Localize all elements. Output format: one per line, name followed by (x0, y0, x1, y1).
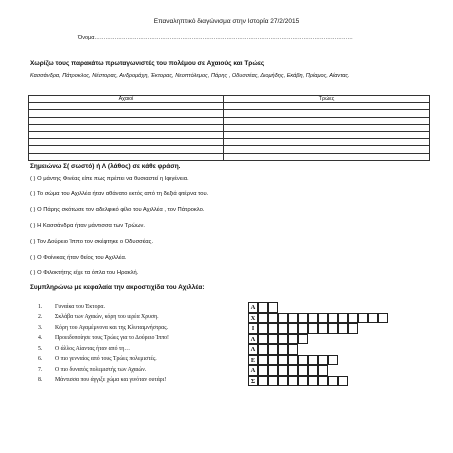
table-header-row (29, 96, 430, 103)
acrostic-answer-cell[interactable] (268, 334, 278, 345)
table-cell[interactable] (224, 103, 430, 110)
clue-number: 8. (38, 377, 43, 383)
table-row (29, 124, 430, 131)
table-row (29, 139, 430, 146)
table-row (29, 103, 430, 110)
table-cell[interactable] (29, 124, 224, 131)
acrostic-answer-cell[interactable] (308, 365, 318, 376)
acrostic-key-letter: Α (248, 302, 258, 313)
statement-item[interactable]: ( ) Η Κασσάνδρα ήταν μάντισσα των Τρώων. (30, 223, 146, 229)
acrostic-key-letter: Σ (248, 376, 258, 387)
acrostic-answer-cell[interactable] (258, 313, 268, 324)
table-cell[interactable] (224, 110, 430, 117)
name-line[interactable]: Όνομα…………………………………………………………………………………………………………………………… (78, 35, 353, 41)
clue-number: 5. (38, 345, 43, 352)
acrostic-answer-cell[interactable] (348, 323, 358, 334)
acrostic-answer-cell[interactable] (378, 313, 388, 324)
table-cell[interactable] (224, 139, 430, 146)
clue-number: 1. (38, 303, 43, 310)
acrostic-answer-cell[interactable] (298, 334, 308, 345)
statement-item[interactable]: ( ) Ο Φοίνικας ήταν θείος του Αχιλλέα. (30, 255, 127, 261)
acrostic-answer-cell[interactable] (328, 323, 338, 334)
acrostic-key-letter: Ι (248, 323, 258, 334)
section2-heading: Σημειώνω Σ( σωστό) ή Λ (λάθος) σε κάθε φράση. (30, 163, 181, 170)
acrostic-answer-cell[interactable] (258, 344, 268, 355)
statement-item[interactable]: ( ) Ο Πάρης σκότωσε τον αδελφικό φίλο του Αχιλλέα , τον Πάτροκλο. (30, 207, 205, 213)
acrostic-answer-cell[interactable] (278, 334, 288, 345)
acrostic-answer-cell[interactable] (298, 355, 308, 366)
table-cell[interactable] (29, 110, 224, 117)
acrostic-answer-cell[interactable] (258, 323, 268, 334)
acrostic-answer-cell[interactable] (288, 365, 298, 376)
acrostic-answer-cell[interactable] (358, 313, 368, 324)
acrostic-answer-cell[interactable] (258, 334, 268, 345)
clue-text: Σκλάβα των Αχαιών, κόρη του ιερέα Χρυση. (55, 314, 159, 320)
col-trojans: Τρώες (224, 96, 430, 103)
table-cell[interactable] (29, 131, 224, 138)
acrostic-answer-cell[interactable] (268, 365, 278, 376)
acrostic-key-letter: Χ (248, 313, 258, 324)
acrostic-answer-cell[interactable] (268, 323, 278, 334)
acrostic-answer-cell[interactable] (258, 376, 268, 387)
section3-heading: Συμπληρώνω με κεφαλαία την ακροστιχίδα του Αχιλλέα: (30, 284, 205, 291)
section1-heading: Χωρίζω τους παρακάτω πρωταγωνιστές του πολέμου σε Αχαιούς και Τρώες (30, 60, 265, 67)
acrostic-answer-cell[interactable] (288, 334, 298, 345)
clue-number: 2. (38, 314, 43, 320)
acrostic-key-letter: Α (248, 365, 258, 376)
acrostic-answer-cell[interactable] (278, 323, 288, 334)
acrostic-answer-cell[interactable] (338, 376, 348, 387)
acrostic-answer-cell[interactable] (318, 376, 328, 387)
acrostic-answer-cell[interactable] (288, 344, 298, 355)
table-cell[interactable] (29, 139, 224, 146)
clue-text: Ο πιο γενναίος από τους Τρώες πολεμιστές. (55, 356, 157, 362)
acrostic-answer-cell[interactable] (288, 323, 298, 334)
acrostic-answer-cell[interactable] (318, 355, 328, 366)
acrostic-answer-cell[interactable] (318, 313, 328, 324)
acrostic-answer-cell[interactable] (328, 376, 338, 387)
acrostic-answer-cell[interactable] (278, 344, 288, 355)
acrostic-answer-cell[interactable] (288, 376, 298, 387)
table-cell[interactable] (224, 124, 430, 131)
table-cell[interactable] (224, 146, 430, 153)
table-cell[interactable] (224, 153, 430, 160)
acrostic-answer-cell[interactable] (298, 323, 308, 334)
acrostic-key-letter: Λ (248, 344, 258, 355)
clue-text: Ο άλλος Αίαντας ήταν από τη… (55, 345, 131, 352)
acrostic-answer-cell[interactable] (268, 302, 278, 313)
acrostic-answer-cell[interactable] (308, 355, 318, 366)
table-row (29, 131, 430, 138)
acrostic-answer-cell[interactable] (268, 344, 278, 355)
acrostic-answer-cell[interactable] (258, 365, 268, 376)
table-cell[interactable] (224, 131, 430, 138)
clue-text: Ο πιο δυνατός πολεμιστής των Αχαιών. (55, 366, 147, 373)
acrostic-answer-cell[interactable] (278, 365, 288, 376)
acrostic-answer-cell[interactable] (338, 323, 348, 334)
clue-number: 6. (38, 356, 43, 362)
acrostic-answer-cell[interactable] (268, 376, 278, 387)
clue-text: Μάντισσα που άγγιξε χώμα και γινόταν ουτάρι! (55, 377, 167, 383)
col-achaeans: Αχαιοί (29, 96, 224, 103)
acrostic-answer-cell[interactable] (298, 365, 308, 376)
table-cell[interactable] (29, 153, 224, 160)
statement-item[interactable]: ( ) Τον Δούρειο Ίππο τον σκέφτηκε ο Οδυσσέας. (30, 239, 154, 245)
table-row (29, 110, 430, 117)
acrostic-answer-cell[interactable] (368, 313, 378, 324)
clue-text: Γυναίκα του Έκτορα. (55, 303, 105, 310)
table-row (29, 146, 430, 153)
clue-number: 4. (38, 335, 43, 341)
clue-number: 3. (38, 324, 43, 331)
table-cell[interactable] (29, 117, 224, 124)
acrostic-answer-cell[interactable] (328, 313, 338, 324)
acrostic-answer-cell[interactable] (288, 355, 298, 366)
acrostic-answer-cell[interactable] (278, 355, 288, 366)
table-cell[interactable] (29, 146, 224, 153)
acrostic-answer-cell[interactable] (298, 313, 308, 324)
acrostic-answer-cell[interactable] (318, 365, 328, 376)
statement-item[interactable]: ( ) Ο Φιλοκτήτης είχε τα όπλα του Ηρακλή. (30, 270, 139, 276)
acrostic-key-letter: Λ (248, 334, 258, 345)
table-cell[interactable] (29, 103, 224, 110)
clue-text: Κόρη του Αγαμέμνονα και της Κλυταιμνήστρας. (55, 324, 168, 331)
clue-number: 7. (38, 366, 43, 373)
acrostic-answer-cell[interactable] (258, 355, 268, 366)
acrostic-answer-cell[interactable] (308, 323, 318, 334)
acrostic-answer-cell[interactable] (318, 323, 328, 334)
table-row (29, 117, 430, 124)
statement-item[interactable]: ( ) Ο μάντης Φινέας είπε πως πρέπει να θυσιαστεί η Ιφιγένεια. (30, 176, 189, 182)
table-cell[interactable] (224, 117, 430, 124)
acrostic-answer-cell[interactable] (258, 302, 268, 313)
acrostic-answer-cell[interactable] (348, 313, 358, 324)
acrostic-answer-cell[interactable] (278, 376, 288, 387)
acrostic-answer-cell[interactable] (288, 313, 298, 324)
character-names: Κασσάνδρα, Πάτροκλος, Νέστορας, Ανδρομάχη, Έκτορας, Νεοπτόλεμος, Πάρης , Οδυσσέας, Διομήδης, Εκάβη, Πρίαμος, Αίαντας. (30, 73, 350, 79)
table-row (29, 153, 430, 160)
acrostic-key-letter: Ε (248, 355, 258, 366)
acrostic-answer-cell[interactable] (278, 313, 288, 324)
acrostic-answer-cell[interactable] (328, 355, 338, 366)
acrostic-answer-cell[interactable] (308, 313, 318, 324)
acrostic-answer-cell[interactable] (268, 313, 278, 324)
acrostic-answer-cell[interactable] (298, 376, 308, 387)
page-title: Επαναληπτικό διαγώνισμα στην Ιστορία 27/2/2015 (153, 18, 300, 25)
acrostic-answer-cell[interactable] (338, 313, 348, 324)
acrostic-answer-cell[interactable] (268, 355, 278, 366)
acrostic-answer-cell[interactable] (308, 376, 318, 387)
statement-item[interactable]: ( ) Το σώμα του Αχιλλέα ήταν αθάνατο εκτός από τη δεξιά φτέρνα του. (30, 191, 209, 197)
achaeans-trojans-table (28, 95, 430, 161)
clue-text: Προειδοποίησε τους Τρώες για το Δούρειο Ίππο! (55, 335, 169, 341)
